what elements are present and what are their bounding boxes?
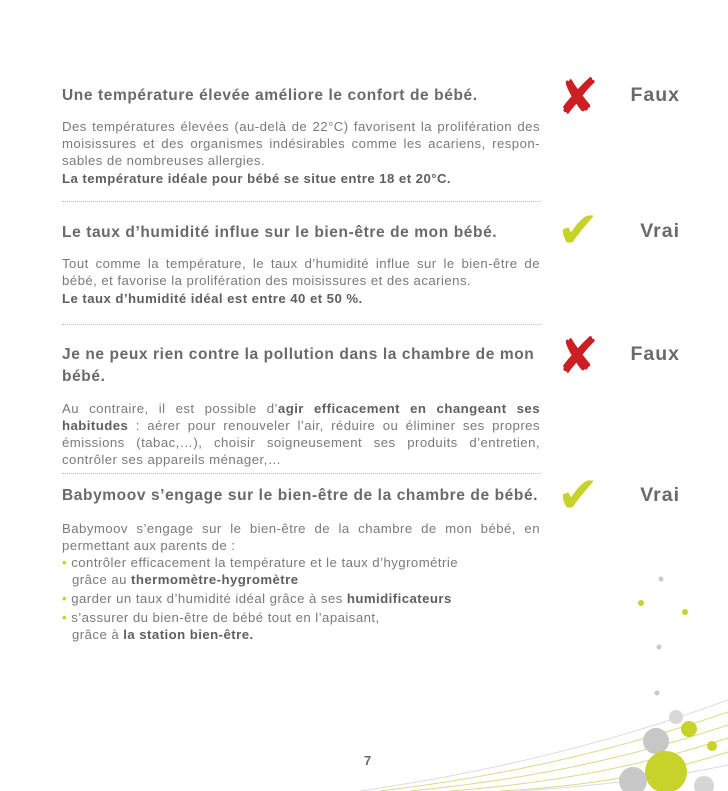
section-babymoov <box>62 485 540 643</box>
explanation-text: Des températures élevées (au-delà de 22°C) favorisent la prolifération des moisissures et des organismes indésirables comme les acariens, respon-sables de nombreuses allergies. <box>62 119 540 168</box>
explanation-text: Au contraire, il est possible d’agir efficacement en changeant ses habitudes : aérer pour renouveler l’air, réduire ou éliminer ses propres émissions (tabac,…), choisir soigneusement ses produits d’entretien, contrôler ses appareils ménager,… <box>62 401 540 467</box>
divider <box>62 201 540 202</box>
section-humidity <box>62 222 540 307</box>
verdict-label: Faux <box>630 343 680 365</box>
page-number: 7 <box>364 753 372 768</box>
verdict-label: Vrai <box>640 220 680 242</box>
question-heading: Une température élevée améliore le confort de bébé. <box>62 87 478 104</box>
section-pollution <box>62 344 540 468</box>
question-heading: Je ne peux rien contre la pollution dans la chambre de mon bébé. <box>62 346 535 385</box>
check-icon: ✔ <box>557 466 599 524</box>
verdict-label: Vrai <box>640 484 680 506</box>
question-heading: Le taux d’humidité influe sur le bien-être de mon bébé. <box>62 224 498 241</box>
list-item: • garder un taux d’humidité idéal grâce à ses humidificateurs <box>62 591 452 606</box>
divider <box>62 473 540 474</box>
conclusion-text: Le taux d’humidité idéal est entre 40 et 50 %. <box>62 291 363 306</box>
explanation-text: Tout comme la température, le taux d’humidité influe sur le bien-être de bébé, et favorise la prolifération des moisissures et des acariens. <box>62 256 540 288</box>
conclusion-text: La température idéale pour bébé se situe entre 18 et 20°C. <box>62 171 452 186</box>
section-temperature <box>62 85 540 187</box>
cross-icon: ✘ <box>557 68 599 126</box>
intro-text: Babymoov s’engage sur le bien-être de la chambre de mon bébé, en permettant aux parents de : <box>62 521 540 553</box>
list-item: • s’assurer du bien-être de bébé tout en l’apaisant, grâce à la station bien-être. <box>62 610 380 642</box>
question-heading: Babymoov s’engage sur le bien-être de la chambre de bébé. <box>62 487 539 504</box>
divider <box>62 324 540 325</box>
verdict-label: Faux <box>630 84 680 106</box>
check-icon: ✔ <box>557 201 599 259</box>
cross-icon: ✘ <box>557 327 599 385</box>
list-item: • contrôler efficacement la température et le taux d’hygrométrie grâce au thermomètre-hygromètre <box>62 555 459 587</box>
